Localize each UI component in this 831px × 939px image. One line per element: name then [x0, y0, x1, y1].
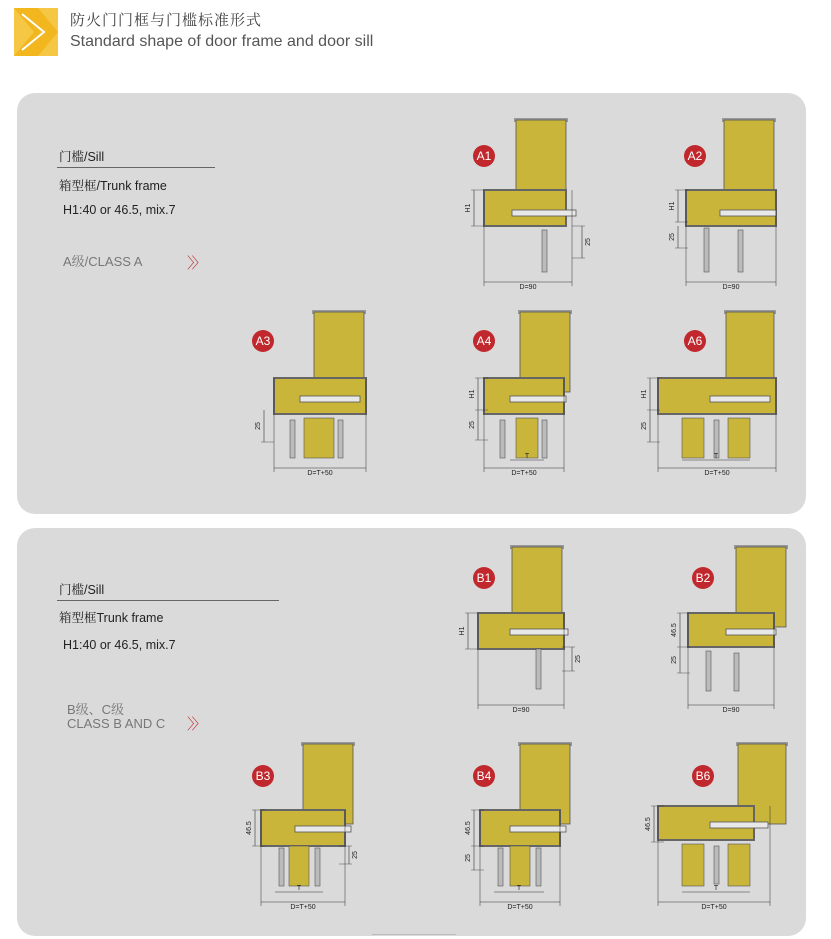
depth-dimension-label: D=T+50 — [704, 470, 730, 477]
floor-post — [738, 230, 743, 272]
floor-post — [500, 420, 505, 458]
gap-dimension-label: 25 — [255, 422, 262, 430]
thickness-dimension-label: T — [524, 453, 530, 460]
frame-height-dimension-label: H1 — [459, 626, 466, 636]
badge-a1: A1 — [473, 145, 495, 167]
floor-post — [714, 846, 719, 884]
page-title-cn: 防火门门框与门槛标准形式 — [70, 12, 263, 29]
trunk-frame-label: 箱型框/Trunk frame — [59, 179, 167, 193]
frame-height-dimension-label: 46.5 — [645, 817, 652, 831]
double-chevron-icon: 〉〉 — [187, 255, 204, 272]
badge-b4: B4 — [473, 765, 495, 787]
a2-section-drawing — [670, 118, 800, 293]
frame-height-dimension-label: H1 — [641, 389, 648, 399]
sill — [510, 826, 566, 832]
depth-dimension-label: D=90 — [512, 707, 530, 714]
sill — [720, 210, 776, 216]
thickness-dimension-label: T — [296, 885, 302, 892]
floor-post — [728, 844, 750, 886]
double-chevron-icon: 〉〉 — [187, 716, 204, 733]
depth-dimension-label: D=T+50 — [511, 470, 537, 477]
depth-dimension-label: D=90 — [722, 707, 740, 714]
sill — [726, 629, 776, 635]
badge-a2: A2 — [684, 145, 706, 167]
divider — [57, 600, 279, 601]
gap-dimension-label: 25 — [469, 421, 476, 429]
badge-b2: B2 — [692, 567, 714, 589]
floor-post — [338, 420, 343, 458]
floor-post — [542, 230, 547, 272]
floor-post — [289, 846, 309, 886]
floor-post — [542, 420, 547, 458]
page-title-en: Standard shape of door frame and door sill — [70, 33, 374, 50]
floor-post — [734, 653, 739, 691]
chevron-logo-icon — [14, 8, 58, 56]
floor-post — [498, 848, 503, 886]
b3-section-drawing — [246, 742, 385, 917]
sill — [710, 822, 768, 828]
depth-dimension-label: D=90 — [519, 284, 537, 291]
sill — [510, 629, 568, 635]
badge-a3: A3 — [252, 330, 274, 352]
a1-section-drawing — [460, 118, 590, 293]
badge-a4: A4 — [473, 330, 495, 352]
gap-dimension-label: 25 — [641, 422, 648, 430]
class-label-line1: B级、C级 — [67, 702, 125, 717]
sill — [295, 826, 351, 832]
floor-post — [290, 420, 295, 458]
thickness-dimension-label: T — [516, 885, 522, 892]
floor-post — [704, 228, 709, 272]
trunk-frame-label: 箱型框Trunk frame — [59, 611, 164, 625]
floor-post — [536, 848, 541, 886]
gap-dimension-label: 25 — [575, 655, 582, 663]
sill — [710, 396, 770, 402]
door-frame — [484, 190, 566, 226]
frame-height-dimension-label: H1 — [465, 203, 472, 213]
frame-height-dimension-label: H1 — [669, 201, 676, 211]
gap-dimension-label: 25 — [352, 851, 359, 859]
floor-post — [516, 418, 538, 458]
floor-post — [682, 418, 704, 458]
door-frame — [686, 190, 776, 226]
a3-section-drawing — [255, 310, 390, 485]
floor-post — [536, 649, 541, 689]
floor-post — [728, 418, 750, 458]
badge-b6: B6 — [692, 765, 714, 787]
thickness-dimension-label: T — [713, 453, 719, 460]
floor-post — [706, 651, 711, 691]
frame-height-dimension-label: H1 — [469, 389, 476, 399]
badge-a6: A6 — [684, 330, 706, 352]
gap-dimension-label: 25 — [585, 238, 592, 246]
divider — [57, 167, 215, 168]
thickness-dimension-label: T — [713, 885, 719, 892]
page-footer-line — [372, 934, 456, 935]
gap-dimension-label: 25 — [671, 656, 678, 664]
gap-dimension-label: 25 — [465, 854, 472, 862]
frame-height-dimension-label: 46.5 — [671, 623, 678, 637]
badge-b3: B3 — [252, 765, 274, 787]
badge-b1: B1 — [473, 567, 495, 589]
frame-height-dimension-label: 46.5 — [246, 821, 253, 835]
depth-dimension-label: D=T+50 — [290, 904, 316, 911]
depth-dimension-label: D=90 — [722, 284, 740, 291]
sill — [512, 210, 576, 216]
floor-post — [315, 848, 320, 886]
gap-dimension-label: 25 — [669, 233, 676, 241]
sill-label: 门槛/Sill — [59, 583, 105, 597]
floor-post — [304, 418, 334, 458]
depth-dimension-label: D=T+50 — [701, 904, 727, 911]
b6-section-drawing — [645, 742, 790, 917]
sill-label: 门槛/Sill — [59, 150, 105, 164]
a6-section-drawing — [641, 310, 790, 485]
frame-height-dimension-label: 46.5 — [465, 821, 472, 835]
sill — [300, 396, 360, 402]
h1-note: H1:40 or 46.5, mix.7 — [63, 203, 176, 217]
floor-post — [682, 844, 704, 886]
h1-note: H1:40 or 46.5, mix.7 — [63, 638, 176, 652]
sill — [510, 396, 566, 402]
class-label-line2: CLASS B AND C — [67, 716, 166, 731]
depth-dimension-label: D=T+50 — [307, 470, 333, 477]
class-label: A级/CLASS A — [63, 254, 143, 269]
floor-post — [279, 848, 284, 886]
floor-post — [510, 846, 530, 886]
depth-dimension-label: D=T+50 — [507, 904, 533, 911]
